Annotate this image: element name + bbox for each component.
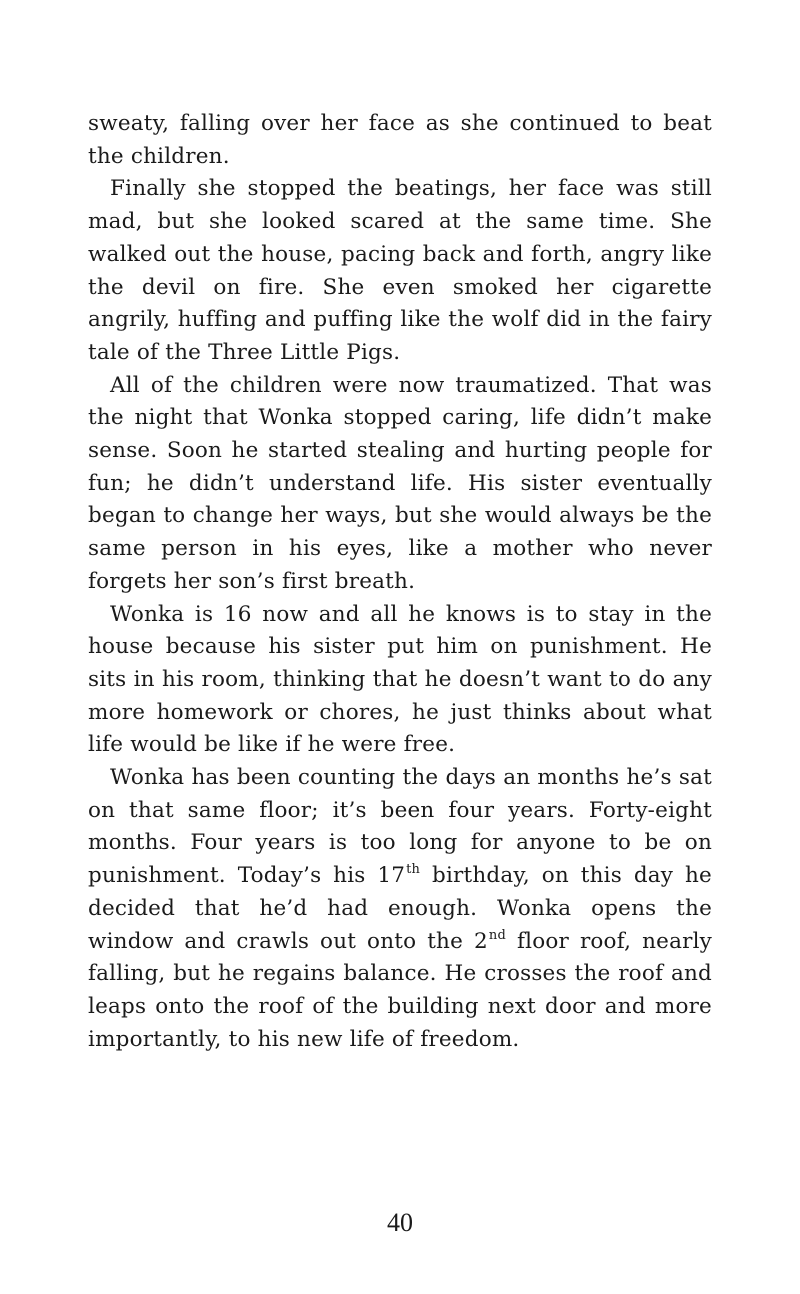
paragraph-text: floor roof, nearly falling, but he regains balance. He crosses the roof and leaps onto the roof of the building next door and more importantly, to his new life of freedom. xyxy=(88,928,712,1052)
ordinal-suffix: nd xyxy=(488,927,506,943)
paragraph-text: birthday, on this day he decided that he’d had enough. Wonka opens the window and crawls out onto the 2 xyxy=(88,863,712,954)
paragraph: sweaty, falling over her face as she continued to beat the children. xyxy=(88,111,712,169)
paragraph-text: Wonka has been counting the days an months he’s sat on that same floor; it’s been four years. Forty-eight months. Four years is too long for anyone to be on punishment. Today’s his 17 xyxy=(88,765,712,889)
paragraph: All of the children were now traumatized. That was the night that Wonka stopped caring, life didn’t make sense. Soon he started stealing and hurting people for fun; he didn’t understand life. His sister eventually began to change her ways, but she would always be the same person in his eyes, like a mother who never forgets her son’s first breath. xyxy=(88,372,712,594)
ordinal-suffix: th xyxy=(406,862,421,878)
paragraph xyxy=(88,762,712,1056)
page-body xyxy=(88,108,712,1056)
paragraph: Wonka is 16 now and all he knows is to stay in the house because his sister put him on punishment. He sits in his room, thinking that he doesn’t want to do any more homework or chores, he just thinks about what life would be like if he were free. xyxy=(88,601,712,758)
page-number: 40 xyxy=(387,1208,413,1237)
paragraph: Finally she stopped the beatings, her face was still mad, but she looked scared at the same time. She walked out the house, pacing back and forth, angry like the devil on fire. She even smoked her cigarette angrily, huffing and puffing like the wolf did in the fairy tale of the Three Little Pigs. xyxy=(88,176,712,365)
